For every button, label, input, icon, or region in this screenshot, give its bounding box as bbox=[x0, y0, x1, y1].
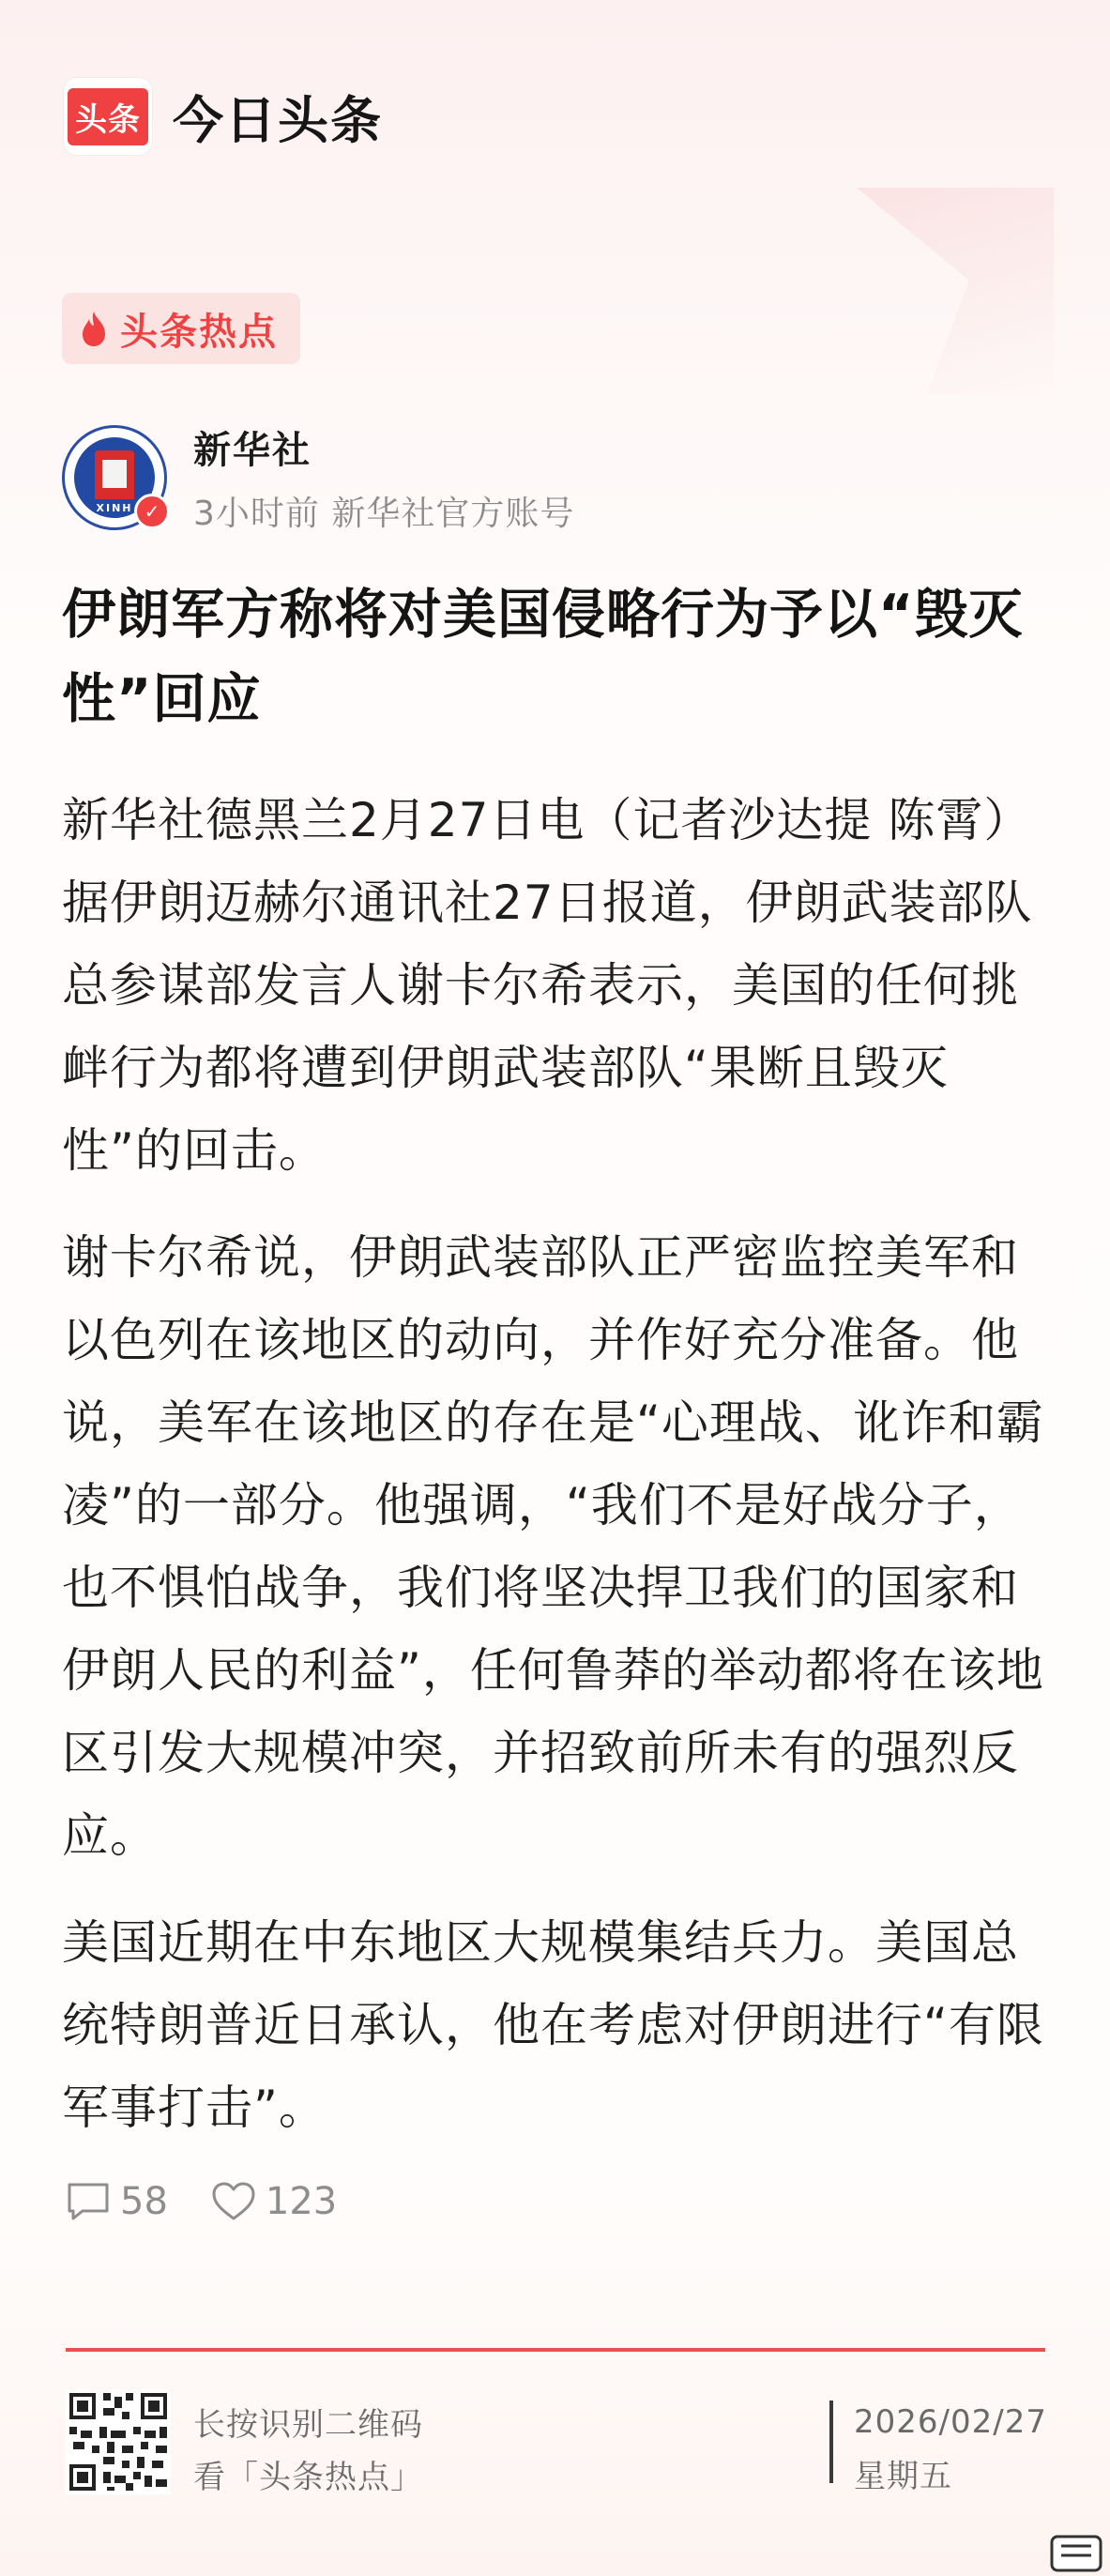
avatar-logo-text: XINH bbox=[96, 502, 133, 514]
qr-caption-line2: 看「头条热点」 bbox=[193, 2459, 423, 2496]
author-block[interactable] bbox=[62, 420, 574, 535]
qr-caption-line1: 长按识别二维码 bbox=[193, 2406, 423, 2444]
author-name[interactable]: 新华社 bbox=[193, 429, 312, 472]
footer-divider bbox=[66, 2348, 1045, 2352]
heart-icon bbox=[209, 2179, 258, 2224]
flame-icon bbox=[79, 310, 109, 347]
article-paragraph: 谢卡尔希说，伊朗武装部队正严密监控美军和以色列在该地区的动向，并作好充分准备。他说，美军在该地区的存在是“心理战、讹诈和霸凌”的一部分。他强调，“我们不是好战分子，也不惧怕战争，我们将坚决捍卫我们的国家和伊朗人民的利益”，任何鲁莽的举动都将在该地区引发大规模冲突，并招致前所未有的强烈反应。 bbox=[62, 1230, 1044, 1863]
footer-weekday: 星期五 bbox=[854, 2458, 952, 2495]
window-icon[interactable] bbox=[1042, 2527, 1110, 2576]
article-headline: 伊朗军方称将对美国侵略行为予以“毁灭性”回应 bbox=[62, 584, 1024, 730]
avatar[interactable] bbox=[62, 425, 167, 530]
hot-topic-tag[interactable] bbox=[62, 293, 300, 364]
logo-text: 头条 bbox=[68, 88, 148, 145]
footer-separator bbox=[829, 2401, 833, 2483]
like-count: 123 bbox=[265, 2180, 338, 2223]
qr-code-icon[interactable] bbox=[66, 2389, 171, 2494]
action-bar bbox=[64, 2179, 378, 2224]
article-body bbox=[62, 779, 1057, 2173]
background-decoration bbox=[772, 188, 1054, 394]
author-meta: 3小时前 新华社官方账号 bbox=[193, 495, 575, 533]
like-button[interactable] bbox=[209, 2179, 337, 2224]
footer-date: 2026/02/27 bbox=[854, 2403, 1047, 2441]
comment-count: 58 bbox=[120, 2180, 168, 2223]
app-name: 今日头条 bbox=[173, 90, 383, 150]
comment-button[interactable] bbox=[64, 2179, 168, 2224]
toutiao-logo bbox=[64, 78, 152, 155]
verified-icon: ✓ bbox=[134, 494, 170, 529]
qr-caption bbox=[193, 2399, 423, 2504]
article-paragraph: 美国近期在中东地区大规模集结兵力。美国总统特朗普近日承认，他在考虑对伊朗进行“有限军事打击”。 bbox=[62, 1915, 1044, 2135]
app-brand bbox=[64, 78, 383, 155]
footer-date-block bbox=[854, 2395, 1047, 2504]
article-paragraph: 新华社德黑兰2月27日电（记者沙达提 陈霄）据伊朗迈赫尔通讯社27日报道，伊朗武装部队总参谋部发言人谢卡尔希表示，美国的任何挑衅行为都将遭到伊朗武装部队“果断且毁灭性”的回击。 bbox=[62, 793, 1033, 1178]
comment-icon bbox=[64, 2179, 113, 2224]
tag-label: 头条热点 bbox=[120, 310, 278, 354]
